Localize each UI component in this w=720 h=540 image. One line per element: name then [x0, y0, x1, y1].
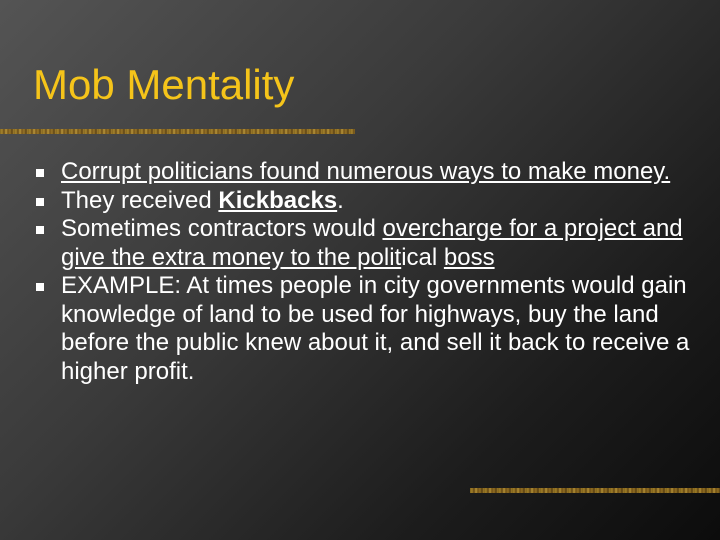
bullet-text: ical: [401, 243, 444, 271]
bullet-square-icon: [36, 198, 44, 206]
bullet-item: [36, 272, 696, 386]
bullet-text: Corrupt politicians found numerous ways to make money.: [61, 158, 671, 185]
bullet-text-underlined: boss: [443, 243, 495, 271]
bullet-text: Sometimes contractors would: [61, 215, 383, 242]
bullet-item: [36, 187, 696, 216]
title-divider: [0, 129, 355, 134]
bullet-text: .: [337, 186, 344, 214]
bullet-text: They received: [61, 186, 219, 214]
slide-title: Mob Mentality: [33, 61, 295, 108]
footer-divider: [470, 488, 720, 493]
bullet-item: [36, 158, 696, 187]
bullet-item: [36, 215, 696, 272]
bullet-text-underlined: overcharge for a project and give the extra money to the polit: [61, 215, 683, 271]
bullet-term-kickbacks: Kickbacks: [218, 186, 338, 214]
bullet-square-icon: [36, 226, 44, 234]
bullet-text: EXAMPLE: At times people in city governments would gain knowledge of land to be used for highways, buy the land before the public knew about it, and sell it back to receive a higher profit.: [61, 272, 690, 385]
bullet-square-icon: [36, 169, 44, 177]
bullet-square-icon: [36, 283, 44, 291]
bullet-list: [36, 158, 696, 386]
